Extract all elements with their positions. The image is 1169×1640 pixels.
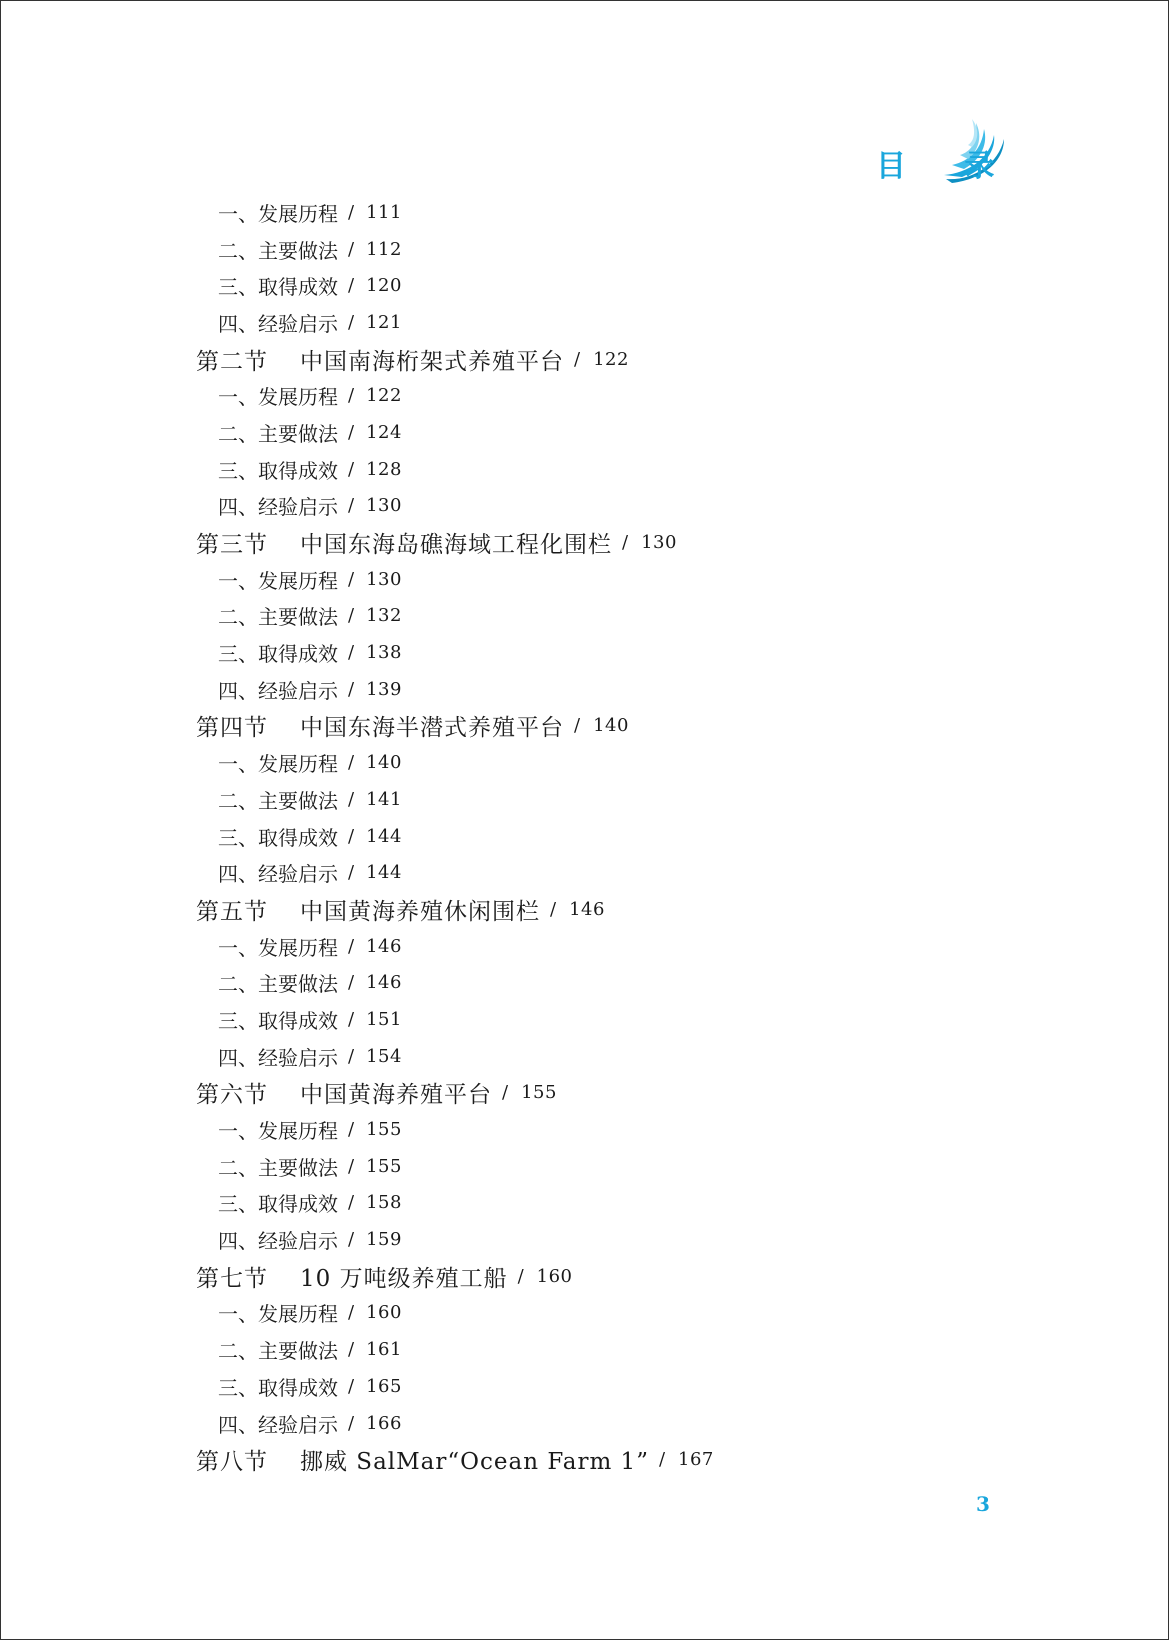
page-separator: / (574, 348, 582, 370)
item-title: 四、经验启示 (218, 1045, 338, 1070)
toc-page-number: 146 (569, 898, 605, 920)
item-title: 二、主要做法 (218, 421, 338, 446)
toc-item (196, 1038, 996, 1075)
toc-item (196, 1295, 996, 1332)
page-number: 3 (976, 1492, 990, 1516)
toc-item (196, 854, 996, 891)
item-title: 一、发展历程 (218, 568, 338, 593)
page-separator: / (502, 1082, 510, 1104)
toc-page-number: 146 (366, 972, 402, 994)
item-title: 二、主要做法 (218, 238, 338, 263)
toc-item (196, 1331, 996, 1368)
page-separator: / (348, 568, 355, 590)
toc-item (196, 744, 996, 781)
item-title: 一、发展历程 (218, 752, 338, 777)
item-title: 二、主要做法 (218, 1155, 338, 1180)
toc-page-number: 122 (366, 385, 402, 407)
toc-section-heading (196, 1075, 996, 1112)
page-separator: / (348, 1412, 355, 1434)
page-separator: / (348, 1045, 355, 1067)
toc-item (196, 598, 996, 635)
toc-page-number: 154 (366, 1045, 402, 1067)
toc-page-number: 111 (366, 201, 402, 223)
page-separator: / (348, 495, 355, 517)
toc-page-number: 159 (366, 1229, 402, 1251)
toc-item (196, 1185, 996, 1222)
toc-item (196, 1221, 996, 1258)
item-title: 四、经验启示 (218, 862, 338, 887)
page-separator: / (348, 421, 355, 443)
section-title: 中国东海岛礁海域工程化围栏 (300, 532, 612, 559)
page-separator: / (348, 862, 355, 884)
page-separator: / (348, 678, 355, 700)
item-title: 三、取得成效 (218, 642, 338, 667)
page-separator: / (550, 898, 558, 920)
toc-item (196, 488, 996, 525)
toc-page-number: 160 (366, 1302, 402, 1324)
toc-page-number: 138 (366, 642, 402, 664)
toc-item (196, 304, 996, 341)
page-separator: / (348, 935, 355, 957)
page-separator: / (348, 201, 355, 223)
item-title: 三、取得成效 (218, 1375, 338, 1400)
page-separator: / (348, 1155, 355, 1177)
item-title: 四、经验启示 (218, 495, 338, 520)
page-separator: / (348, 238, 355, 260)
toc-page-number: 141 (366, 788, 402, 810)
toc-page-number: 124 (366, 421, 402, 443)
page-separator: / (348, 1229, 355, 1251)
item-title: 四、经验启示 (218, 311, 338, 336)
toc-page-number: 122 (593, 348, 629, 370)
toc-item (196, 1111, 996, 1148)
page-separator: / (348, 1375, 355, 1397)
toc-item (196, 964, 996, 1001)
item-title: 二、主要做法 (218, 972, 338, 997)
toc-page-number: 140 (593, 715, 629, 737)
toc-item (196, 377, 996, 414)
toc-item (196, 414, 996, 451)
toc-page-number: 155 (366, 1119, 402, 1141)
page-separator: / (348, 788, 355, 810)
section-title: 中国南海桁架式养殖平台 (300, 348, 564, 375)
toc-item (196, 194, 996, 231)
page-separator: / (348, 605, 355, 627)
section-title: 10 万吨级养殖工船 (300, 1265, 508, 1292)
page-separator: / (348, 1302, 355, 1324)
item-title: 三、取得成效 (218, 1008, 338, 1033)
section-number: 第二节 (196, 348, 268, 375)
toc-item (196, 267, 996, 304)
section-number: 第五节 (196, 898, 268, 925)
item-title: 一、发展历程 (218, 201, 338, 226)
item-title: 一、发展历程 (218, 385, 338, 410)
page-separator: / (348, 972, 355, 994)
toc-item (196, 1001, 996, 1038)
toc-item (196, 451, 996, 488)
toc-item (196, 781, 996, 818)
toc-item (196, 561, 996, 598)
page-separator: / (517, 1265, 525, 1287)
toc-item (196, 231, 996, 268)
item-title: 三、取得成效 (218, 458, 338, 483)
toc-page-number: 144 (366, 862, 402, 884)
item-title: 三、取得成效 (218, 1192, 338, 1217)
table-of-contents (196, 194, 996, 1478)
toc-page-number: 140 (366, 752, 402, 774)
toc-item (196, 818, 996, 855)
page-separator: / (348, 1192, 355, 1214)
toc-page-number: 130 (366, 495, 402, 517)
item-title: 四、经验启示 (218, 1412, 338, 1437)
section-number: 第三节 (196, 532, 268, 559)
toc-section-heading (196, 524, 996, 561)
section-title: 中国黄海养殖休闲围栏 (300, 898, 540, 925)
toc-section-heading (196, 1258, 996, 1295)
section-title: 中国黄海养殖平台 (300, 1082, 492, 1109)
item-title: 二、主要做法 (218, 1339, 338, 1364)
toc-item (196, 928, 996, 965)
toc-page-number: 167 (678, 1449, 714, 1471)
toc-page-number: 151 (366, 1008, 402, 1030)
toc-page-number: 128 (366, 458, 402, 480)
item-title: 三、取得成效 (218, 275, 338, 300)
item-title: 一、发展历程 (218, 935, 338, 960)
toc-item (196, 1148, 996, 1185)
page-separator: / (622, 532, 630, 554)
toc-page-number: 130 (641, 532, 677, 554)
toc-section-heading (196, 341, 996, 378)
page-separator: / (348, 275, 355, 297)
page-separator: / (348, 1008, 355, 1030)
toc-section-heading (196, 708, 996, 745)
item-title: 二、主要做法 (218, 788, 338, 813)
toc-section-heading (196, 891, 996, 928)
header-title: 目 录 (876, 149, 1019, 184)
toc-page-number: 155 (521, 1082, 557, 1104)
item-title: 一、发展历程 (218, 1119, 338, 1144)
section-number: 第八节 (196, 1449, 268, 1476)
toc-section-heading (196, 1441, 996, 1478)
page-separator: / (348, 458, 355, 480)
toc-page-number: 166 (366, 1412, 402, 1434)
page-separator: / (348, 311, 355, 333)
toc-item (196, 671, 996, 708)
toc-item (196, 1368, 996, 1405)
toc-page-number: 130 (366, 568, 402, 590)
toc-page-number: 121 (366, 311, 402, 333)
item-title: 三、取得成效 (218, 825, 338, 850)
toc-page-number: 155 (366, 1155, 402, 1177)
item-title: 二、主要做法 (218, 605, 338, 630)
section-title: 中国东海半潜式养殖平台 (300, 715, 564, 742)
item-title: 一、发展历程 (218, 1302, 338, 1327)
item-title: 四、经验启示 (218, 1229, 338, 1254)
page-separator: / (658, 1449, 667, 1471)
toc-page-number: 112 (366, 238, 402, 260)
page-separator: / (348, 385, 355, 407)
toc-page-number: 139 (366, 678, 402, 700)
page-separator: / (348, 1339, 355, 1361)
toc-page-number: 146 (366, 935, 402, 957)
toc-page-number: 160 (536, 1265, 573, 1287)
toc-page-number: 120 (366, 275, 402, 297)
toc-item (196, 634, 996, 671)
page-separator: / (348, 642, 355, 664)
toc-page-number: 161 (366, 1339, 402, 1361)
page-separator: / (348, 825, 355, 847)
toc-page-number: 144 (366, 825, 402, 847)
page-separator: / (348, 1119, 355, 1141)
section-number: 第四节 (196, 715, 268, 742)
toc-page-number: 158 (366, 1192, 402, 1214)
section-number: 第七节 (196, 1265, 268, 1292)
page-separator: / (574, 715, 582, 737)
toc-item (196, 1405, 996, 1442)
toc-page-number: 132 (366, 605, 402, 627)
item-title: 四、经验启示 (218, 678, 338, 703)
toc-page-number: 165 (366, 1375, 402, 1397)
page-separator: / (348, 752, 355, 774)
section-number: 第六节 (196, 1082, 268, 1109)
section-title: 挪威 SalMar“Ocean Farm 1” (300, 1449, 649, 1476)
